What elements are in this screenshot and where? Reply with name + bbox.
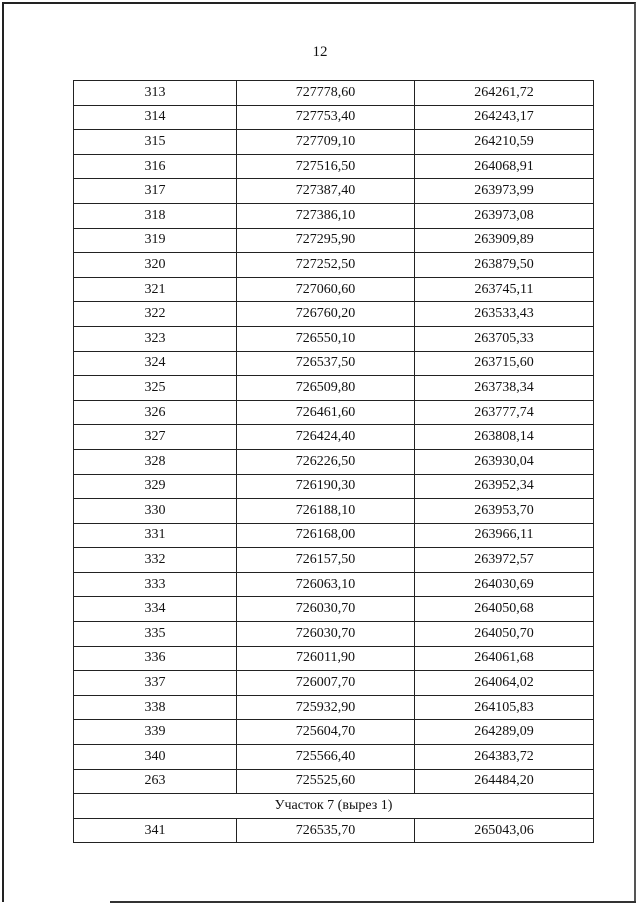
- table-row: [74, 277, 594, 302]
- x-coordinate-cell: 726509,80: [237, 376, 415, 401]
- y-coordinate-cell: 263738,34: [415, 376, 594, 401]
- table-row: [74, 646, 594, 671]
- table-row: [74, 351, 594, 376]
- point-number-cell: 325: [74, 376, 237, 401]
- table-row: [74, 622, 594, 647]
- table-row: [74, 769, 594, 794]
- table-row: [74, 302, 594, 327]
- point-number-cell: 319: [74, 228, 237, 253]
- y-coordinate-cell: 264210,59: [415, 130, 594, 155]
- point-number-cell: 321: [74, 277, 237, 302]
- y-coordinate-cell: 263972,57: [415, 548, 594, 573]
- point-number-cell: 327: [74, 425, 237, 450]
- table-row: [74, 154, 594, 179]
- x-coordinate-cell: 727387,40: [237, 179, 415, 204]
- y-coordinate-cell: 264050,68: [415, 597, 594, 622]
- x-coordinate-cell: 726461,60: [237, 400, 415, 425]
- y-coordinate-cell: 263745,11: [415, 277, 594, 302]
- table-row: [74, 228, 594, 253]
- table-row: [74, 523, 594, 548]
- point-number-cell: 324: [74, 351, 237, 376]
- point-number-cell: 337: [74, 671, 237, 696]
- table-row: [74, 130, 594, 155]
- x-coordinate-cell: 726535,70: [237, 818, 415, 843]
- x-coordinate-cell: 727778,60: [237, 81, 415, 106]
- table-row: [74, 597, 594, 622]
- y-coordinate-cell: 263705,33: [415, 326, 594, 351]
- y-coordinate-cell: 263715,60: [415, 351, 594, 376]
- x-coordinate-cell: 726190,30: [237, 474, 415, 499]
- table-row: [74, 474, 594, 499]
- table-row: [74, 105, 594, 130]
- page-bottom-edge: [110, 901, 636, 903]
- table-row: [74, 671, 594, 696]
- y-coordinate-cell: 264068,91: [415, 154, 594, 179]
- x-coordinate-cell: 726760,20: [237, 302, 415, 327]
- x-coordinate-cell: 727709,10: [237, 130, 415, 155]
- x-coordinate-cell: 727252,50: [237, 253, 415, 278]
- x-coordinate-cell: 726011,90: [237, 646, 415, 671]
- y-coordinate-cell: 264289,09: [415, 720, 594, 745]
- point-number-cell: 335: [74, 622, 237, 647]
- point-number-cell: 333: [74, 572, 237, 597]
- y-coordinate-cell: 263973,08: [415, 203, 594, 228]
- y-coordinate-cell: 263952,34: [415, 474, 594, 499]
- point-number-cell: 339: [74, 720, 237, 745]
- table-row: [74, 720, 594, 745]
- x-coordinate-cell: 726188,10: [237, 499, 415, 524]
- y-coordinate-cell: 264261,72: [415, 81, 594, 106]
- point-number-cell: 330: [74, 499, 237, 524]
- y-coordinate-cell: 264030,69: [415, 572, 594, 597]
- point-number-cell: 313: [74, 81, 237, 106]
- x-coordinate-cell: 726226,50: [237, 449, 415, 474]
- section-heading: Участок 7 (вырез 1): [74, 794, 594, 819]
- x-coordinate-cell: 726424,40: [237, 425, 415, 450]
- point-number-cell: 323: [74, 326, 237, 351]
- y-coordinate-cell: 263533,43: [415, 302, 594, 327]
- point-number-cell: 322: [74, 302, 237, 327]
- y-coordinate-cell: 263808,14: [415, 425, 594, 450]
- point-number-cell: 315: [74, 130, 237, 155]
- x-coordinate-cell: 726007,70: [237, 671, 415, 696]
- y-coordinate-cell: 264061,68: [415, 646, 594, 671]
- table-row: [74, 449, 594, 474]
- table-row: [74, 425, 594, 450]
- coordinates-table-body: [74, 81, 594, 843]
- point-number-cell: 334: [74, 597, 237, 622]
- y-coordinate-cell: 263930,04: [415, 449, 594, 474]
- table-row: [74, 548, 594, 573]
- y-coordinate-cell: 264243,17: [415, 105, 594, 130]
- x-coordinate-cell: 726063,10: [237, 572, 415, 597]
- point-number-cell: 263: [74, 769, 237, 794]
- x-coordinate-cell: 726157,50: [237, 548, 415, 573]
- section-heading-row: [74, 794, 594, 819]
- y-coordinate-cell: 263777,74: [415, 400, 594, 425]
- point-number-cell: 338: [74, 695, 237, 720]
- point-number-cell: 318: [74, 203, 237, 228]
- point-number-cell: 320: [74, 253, 237, 278]
- point-number-cell: 317: [74, 179, 237, 204]
- x-coordinate-cell: 727386,10: [237, 203, 415, 228]
- point-number-cell: 326: [74, 400, 237, 425]
- x-coordinate-cell: 726537,50: [237, 351, 415, 376]
- x-coordinate-cell: 725525,60: [237, 769, 415, 794]
- x-coordinate-cell: 726030,70: [237, 622, 415, 647]
- table-row: [74, 572, 594, 597]
- x-coordinate-cell: 727060,60: [237, 277, 415, 302]
- y-coordinate-cell: 264050,70: [415, 622, 594, 647]
- table-row: [74, 203, 594, 228]
- point-number-cell: 341: [74, 818, 237, 843]
- table-row: [74, 818, 594, 843]
- x-coordinate-cell: 725604,70: [237, 720, 415, 745]
- table-row: [74, 253, 594, 278]
- page-number: 12: [312, 44, 328, 60]
- y-coordinate-cell: 264383,72: [415, 745, 594, 770]
- x-coordinate-cell: 727753,40: [237, 105, 415, 130]
- y-coordinate-cell: 263953,70: [415, 499, 594, 524]
- x-coordinate-cell: 727516,50: [237, 154, 415, 179]
- table-row: [74, 400, 594, 425]
- table-row: [74, 499, 594, 524]
- x-coordinate-cell: 726168,00: [237, 523, 415, 548]
- table-row: [74, 376, 594, 401]
- x-coordinate-cell: 725566,40: [237, 745, 415, 770]
- x-coordinate-cell: 726550,10: [237, 326, 415, 351]
- point-number-cell: 336: [74, 646, 237, 671]
- point-number-cell: 316: [74, 154, 237, 179]
- table-row: [74, 695, 594, 720]
- table-row: [74, 179, 594, 204]
- y-coordinate-cell: 264105,83: [415, 695, 594, 720]
- point-number-cell: 329: [74, 474, 237, 499]
- point-number-cell: 331: [74, 523, 237, 548]
- x-coordinate-cell: 727295,90: [237, 228, 415, 253]
- y-coordinate-cell: 263966,11: [415, 523, 594, 548]
- y-coordinate-cell: 264484,20: [415, 769, 594, 794]
- y-coordinate-cell: 263909,89: [415, 228, 594, 253]
- point-number-cell: 328: [74, 449, 237, 474]
- point-number-cell: 340: [74, 745, 237, 770]
- point-number-cell: 314: [74, 105, 237, 130]
- table-row: [74, 745, 594, 770]
- table-row: [74, 326, 594, 351]
- y-coordinate-cell: 263973,99: [415, 179, 594, 204]
- x-coordinate-cell: 725932,90: [237, 695, 415, 720]
- y-coordinate-cell: 263879,50: [415, 253, 594, 278]
- x-coordinate-cell: 726030,70: [237, 597, 415, 622]
- point-number-cell: 332: [74, 548, 237, 573]
- y-coordinate-cell: 265043,06: [415, 818, 594, 843]
- coordinates-table: [73, 80, 594, 843]
- table-row: [74, 81, 594, 106]
- y-coordinate-cell: 264064,02: [415, 671, 594, 696]
